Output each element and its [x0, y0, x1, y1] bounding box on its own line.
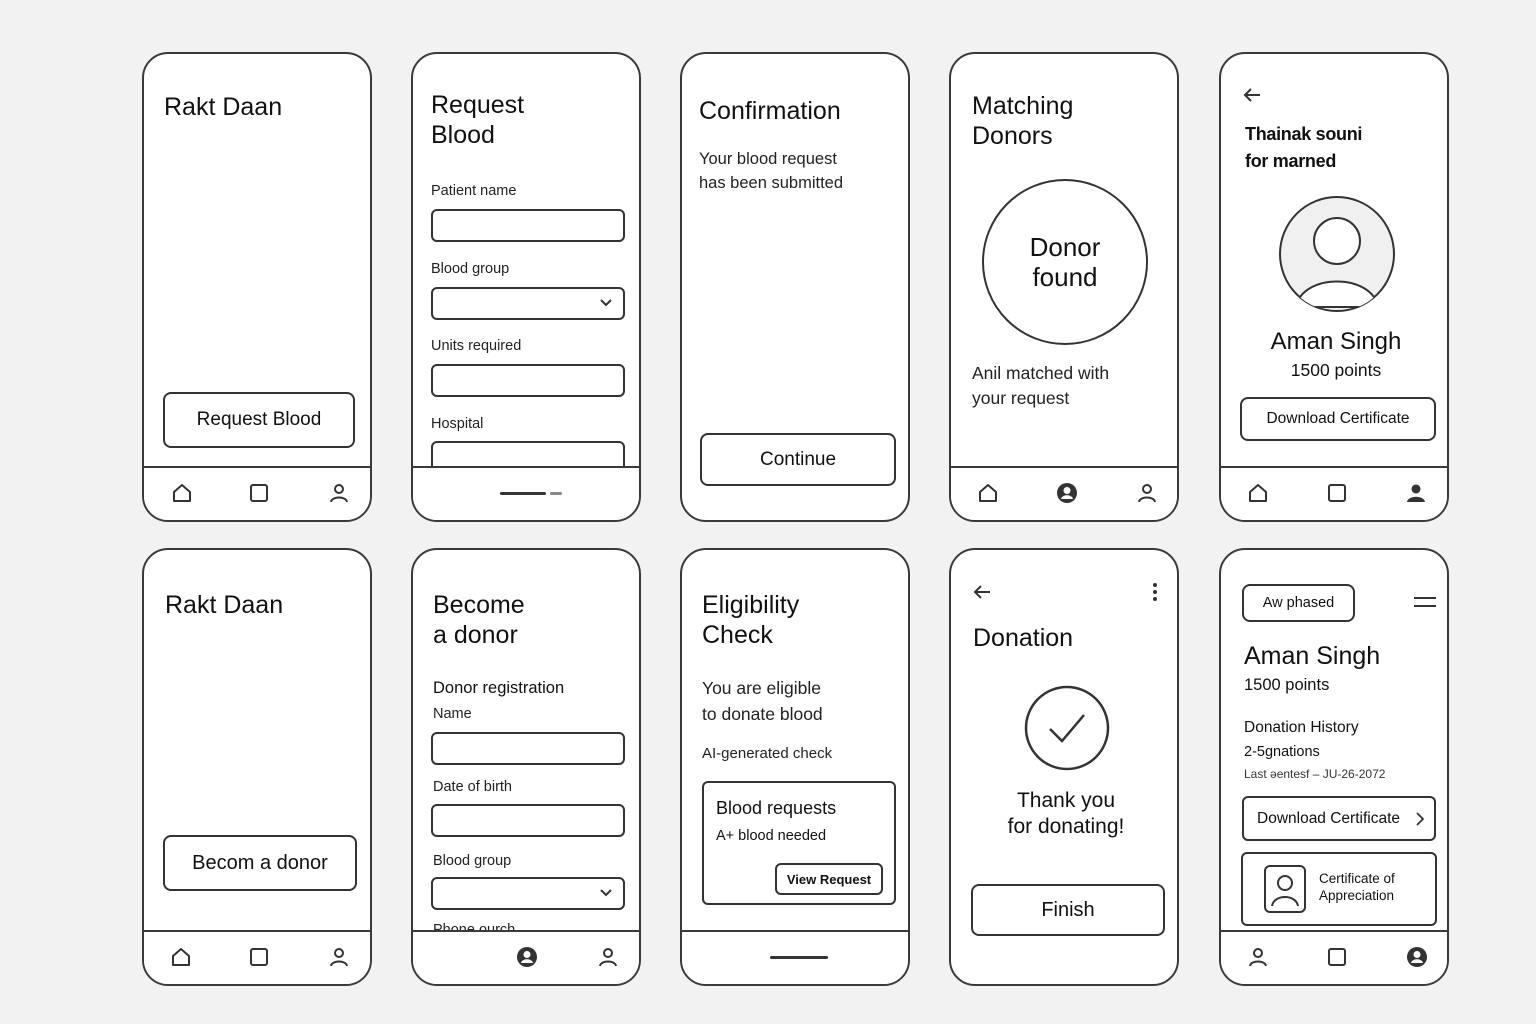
patient-name-input[interactable]: [431, 209, 625, 242]
hospital-label: Hospital: [431, 416, 484, 432]
person-icon[interactable]: [1136, 482, 1158, 504]
chevron-right-icon: [1414, 811, 1426, 827]
blood-group-select[interactable]: [431, 877, 625, 910]
match-message: [972, 361, 1109, 411]
title-line-2: Donors: [972, 122, 1053, 150]
blood-group-select[interactable]: [431, 287, 625, 320]
cert-line-1: Certificate of: [1319, 871, 1395, 886]
title-line-2: a donor: [433, 621, 518, 649]
home-icon[interactable]: [1247, 482, 1269, 504]
person-filled-icon[interactable]: [1056, 482, 1078, 504]
person-icon[interactable]: [328, 482, 350, 504]
status-badge[interactable]: Aw phased: [1242, 584, 1355, 622]
units-input[interactable]: [431, 364, 625, 397]
home-indicator[interactable]: [770, 956, 828, 959]
chevron-down-icon: [599, 885, 613, 899]
person-icon[interactable]: [328, 946, 350, 968]
card-title: Blood requests: [716, 798, 837, 818]
cert-line-2: Appreciation: [1319, 888, 1395, 903]
blood-request-card: [702, 781, 896, 905]
donation-count: 2-5gnations: [1244, 744, 1320, 760]
title-line-1: Request: [431, 91, 525, 119]
profile-points: 1500 points: [1290, 360, 1382, 380]
eligibility-message: [702, 675, 823, 727]
bottom-nav: [144, 930, 370, 984]
download-label: Download Certificate: [1257, 810, 1401, 827]
home-indicator[interactable]: [500, 492, 546, 495]
screen-profile: [1219, 52, 1449, 522]
person-filled-icon[interactable]: [1405, 482, 1427, 504]
message-line-1: Anil matched with: [972, 363, 1110, 383]
profile-name: Aman Singh: [1270, 328, 1402, 355]
patient-name-label: Patient name: [431, 183, 517, 199]
home-icon[interactable]: [171, 482, 193, 504]
blood-group-label: Blood group: [433, 853, 512, 869]
page-title: Donation: [973, 624, 1074, 652]
view-request-button[interactable]: View Request: [775, 863, 883, 895]
title-line-2: Blood: [431, 121, 495, 149]
donor-found-circle: [982, 179, 1148, 345]
message-line-1: You are eligible: [702, 678, 822, 698]
title-line-1: Become: [433, 591, 525, 619]
screen-request-form: [411, 52, 641, 522]
thanks-line-1: Thank you: [1016, 789, 1116, 812]
blood-group-label: Blood group: [431, 261, 510, 277]
person-icon[interactable]: [597, 946, 619, 968]
thanks-line-2: for donating!: [1007, 815, 1125, 838]
ai-note: AI-generated check: [702, 745, 833, 762]
certificate-title: [1319, 870, 1395, 904]
home-icon[interactable]: [170, 946, 192, 968]
home-icon[interactable]: [977, 482, 999, 504]
square-icon[interactable]: [1326, 482, 1348, 504]
download-certificate-button[interactable]: [1242, 796, 1436, 841]
bottom-nav: [951, 466, 1177, 520]
profile-heading: [1245, 121, 1362, 175]
page-title: [431, 90, 524, 150]
last-donation: Last əentesf – JU-26-2072: [1244, 767, 1386, 781]
screen-eligibility: [680, 548, 910, 986]
square-icon[interactable]: [1326, 946, 1348, 968]
message-line-2: to donate blood: [702, 704, 823, 724]
title-line-2: Check: [702, 621, 773, 649]
name-input[interactable]: [431, 732, 625, 765]
screen-matching: [949, 52, 1179, 522]
card-subtitle: A+ blood needed: [716, 828, 827, 844]
dob-label: Date of birth: [433, 779, 512, 795]
app-title: Rakt Daan: [165, 591, 284, 619]
units-label: Units required: [431, 338, 522, 354]
message-line-2: has been submitted: [699, 174, 844, 192]
thank-you-message: [951, 788, 1179, 840]
confirmation-message: [699, 147, 843, 195]
page-title: [433, 590, 525, 650]
menu-icon[interactable]: [1413, 594, 1437, 610]
section-title: Donor registration: [433, 679, 565, 697]
app-title: Rakt Daan: [164, 93, 283, 121]
bottom-nav: [413, 930, 639, 984]
person-filled-icon[interactable]: [516, 946, 538, 968]
screen-donor-profile: [1219, 548, 1449, 986]
screen-donation: [949, 548, 1179, 986]
avatar-icon: [1263, 864, 1307, 914]
dob-input[interactable]: [431, 804, 625, 837]
name-label: Name: [433, 706, 472, 722]
title-line-1: Eligibility: [702, 591, 800, 619]
message-line-1: Your blood request: [699, 150, 837, 168]
certificate-card[interactable]: [1241, 852, 1437, 926]
page-indicator: [550, 492, 562, 495]
back-arrow-icon[interactable]: [1241, 84, 1263, 106]
page-title: Confirmation: [699, 97, 841, 125]
request-blood-button[interactable]: Request Blood: [163, 392, 355, 448]
check-icon: [1023, 684, 1111, 772]
square-icon[interactable]: [248, 946, 270, 968]
download-certificate-button[interactable]: Download Certificate: [1240, 397, 1436, 441]
back-arrow-icon[interactable]: [971, 581, 993, 603]
profile-points: 1500 points: [1244, 676, 1330, 694]
circle-line-1: Donor: [1029, 232, 1101, 262]
person-icon[interactable]: [1247, 946, 1269, 968]
more-icon[interactable]: [1147, 581, 1163, 603]
bottom-nav: [144, 466, 370, 520]
donation-history-title: Donation History: [1244, 719, 1359, 736]
profile-name: Aman Singh: [1244, 642, 1381, 670]
person-filled-icon[interactable]: [1406, 946, 1428, 968]
screen-donor-form: [411, 548, 641, 986]
bottom-bar: [682, 930, 908, 984]
bottom-nav: [1221, 930, 1447, 984]
circle-line-2: found: [1032, 262, 1098, 292]
become-donor-button[interactable]: Becom a donor: [163, 835, 357, 891]
heading-line-1: Thainak souni: [1245, 124, 1363, 144]
bottom-bar: [413, 466, 639, 520]
heading-line-2: for marned: [1245, 151, 1337, 171]
square-icon[interactable]: [248, 482, 270, 504]
continue-button[interactable]: Continue: [700, 433, 896, 486]
page-title: [702, 590, 799, 650]
finish-button[interactable]: Finish: [971, 884, 1165, 936]
chevron-down-icon: [599, 295, 613, 309]
bottom-nav: [1221, 466, 1447, 520]
message-line-2: your request: [972, 388, 1070, 408]
avatar-icon: [1278, 195, 1396, 313]
screen-home-request: [142, 52, 372, 522]
page-title: [972, 91, 1073, 151]
screen-confirmation: [680, 52, 910, 522]
title-line-1: Matching: [972, 92, 1074, 120]
screen-home-donor: [142, 548, 372, 986]
